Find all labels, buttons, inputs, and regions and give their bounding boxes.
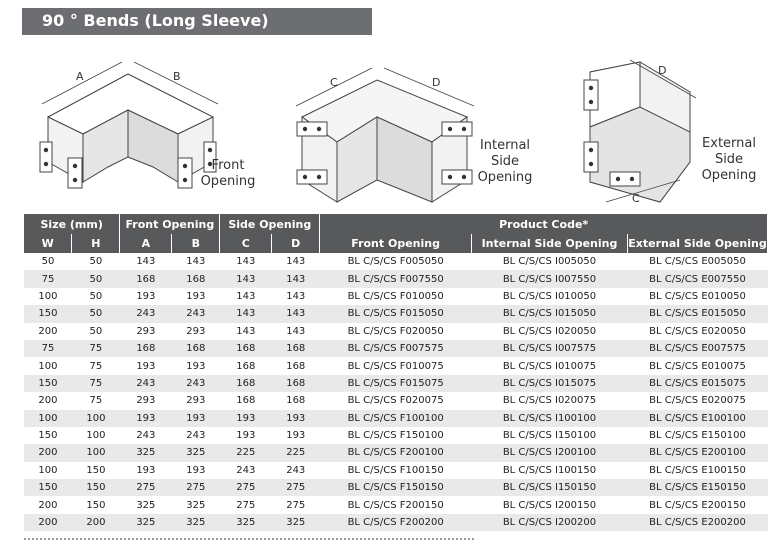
internal-label-d: D	[432, 76, 441, 89]
table-cell: BL C/S/CS E200200	[627, 514, 767, 531]
table-cell: 200	[72, 514, 120, 531]
table-cell: 325	[172, 496, 220, 513]
table-cell: BL C/S/CS I100100	[472, 410, 628, 427]
table-cell: 150	[72, 479, 120, 496]
table-row	[24, 375, 768, 392]
table-cell: 50	[72, 305, 120, 322]
col-header-h: H	[72, 234, 120, 253]
table-row	[24, 323, 768, 340]
table-cell: 200	[24, 444, 72, 461]
table-cell: 325	[120, 496, 172, 513]
table-cell: BL C/S/CS E100150	[627, 462, 767, 479]
table-cell: 193	[220, 410, 272, 427]
table-cell: BL C/S/CS F200200	[320, 514, 472, 531]
table-cell: 168	[220, 375, 272, 392]
table-cell: 50	[72, 270, 120, 287]
table-cell: BL C/S/CS F100150	[320, 462, 472, 479]
table-cell: 275	[120, 479, 172, 496]
table-cell: 50	[72, 323, 120, 340]
table-cell: BL C/S/CS E200100	[627, 444, 767, 461]
table-cell: BL C/S/CS E007575	[627, 340, 767, 357]
table-cell: BL C/S/CS I007575	[472, 340, 628, 357]
table-cell: 150	[24, 375, 72, 392]
internal-opening-diagram	[292, 62, 482, 212]
external-caption: External Side Opening	[701, 136, 757, 183]
table-cell: 50	[24, 253, 72, 270]
table-cell: 275	[272, 496, 320, 513]
table-cell: BL C/S/CS I015075	[472, 375, 628, 392]
table-body	[24, 253, 768, 531]
table-cell: 193	[120, 410, 172, 427]
table-cell: 293	[172, 323, 220, 340]
table-cell: 143	[220, 323, 272, 340]
table-row	[24, 288, 768, 305]
col-header-external-code: External Side Opening	[627, 234, 767, 253]
table-cell: 100	[24, 462, 72, 479]
table-row	[24, 253, 768, 270]
table-cell: BL C/S/CS I010050	[472, 288, 628, 305]
table-cell: BL C/S/CS E200150	[627, 496, 767, 513]
table-cell: 168	[172, 270, 220, 287]
table-cell: 100	[72, 427, 120, 444]
table-cell: 325	[272, 514, 320, 531]
table-cell: BL C/S/CS I150150	[472, 479, 628, 496]
table-cell: 200	[24, 323, 72, 340]
table-cell: 193	[172, 410, 220, 427]
table-cell: 100	[72, 444, 120, 461]
table-cell: BL C/S/CS E010050	[627, 288, 767, 305]
table-cell: BL C/S/CS I150100	[472, 427, 628, 444]
table-cell: 193	[172, 288, 220, 305]
table-cell: 168	[220, 340, 272, 357]
table-cell: 150	[24, 305, 72, 322]
table-cell: 100	[24, 357, 72, 374]
table-row	[24, 496, 768, 513]
table-cell: 243	[220, 462, 272, 479]
table-cell: BL C/S/CS F150100	[320, 427, 472, 444]
table-cell: BL C/S/CS E020075	[627, 392, 767, 409]
table-cell: BL C/S/CS F015050	[320, 305, 472, 322]
table-cell: 168	[272, 375, 320, 392]
table-row	[24, 444, 768, 461]
table-cell: 150	[24, 427, 72, 444]
table-cell: BL C/S/CS E150100	[627, 427, 767, 444]
table-cell: 193	[120, 288, 172, 305]
table-cell: BL C/S/CS E020050	[627, 323, 767, 340]
table-cell: 243	[172, 375, 220, 392]
table-cell: BL C/S/CS I005050	[472, 253, 628, 270]
internal-caption: Internal Side Opening	[477, 138, 533, 185]
external-label-c: C	[632, 192, 640, 205]
table-cell: 100	[72, 410, 120, 427]
bend-spec-table	[24, 214, 768, 531]
table-cell: 75	[24, 270, 72, 287]
table-cell: 75	[72, 340, 120, 357]
table-cell: BL C/S/CS I200200	[472, 514, 628, 531]
col-header-a: A	[120, 234, 172, 253]
table-cell: 243	[172, 427, 220, 444]
table-cell: 168	[272, 340, 320, 357]
table-cell: 325	[220, 514, 272, 531]
table-cell: 168	[172, 340, 220, 357]
table-cell: 75	[72, 357, 120, 374]
table-cell: 200	[24, 514, 72, 531]
page-title: 90 ° Bends (Long Sleeve)	[42, 11, 269, 30]
front-label-b: B	[173, 70, 181, 83]
table-cell: 143	[120, 253, 172, 270]
table-cell: 168	[120, 270, 172, 287]
table-cell: BL C/S/CS F015075	[320, 375, 472, 392]
table-cell: 143	[220, 305, 272, 322]
table-row	[24, 270, 768, 287]
col-header-d: D	[272, 234, 320, 253]
table-cell: 243	[120, 305, 172, 322]
table-cell: BL C/S/CS F200150	[320, 496, 472, 513]
table-cell: 143	[272, 305, 320, 322]
table-cell: BL C/S/CS F005050	[320, 253, 472, 270]
table-cell: 143	[272, 253, 320, 270]
table-cell: 143	[272, 270, 320, 287]
table-cell: 243	[120, 375, 172, 392]
table-cell: 275	[220, 496, 272, 513]
table-cell: 293	[172, 392, 220, 409]
external-label-d: D	[658, 64, 667, 77]
table-cell: 143	[220, 270, 272, 287]
table-cell: 50	[72, 253, 120, 270]
table-cell: 225	[220, 444, 272, 461]
table-cell: BL C/S/CS I200100	[472, 444, 628, 461]
table-cell: 168	[272, 392, 320, 409]
group-header-size: Size (mm)	[24, 214, 120, 234]
table-cell: 193	[272, 410, 320, 427]
table-row	[24, 462, 768, 479]
table-cell: BL C/S/CS E150150	[627, 479, 767, 496]
table-cell: 100	[24, 410, 72, 427]
table-cell: BL C/S/CS F007550	[320, 270, 472, 287]
table-cell: BL C/S/CS E015050	[627, 305, 767, 322]
table-cell: BL C/S/CS F010075	[320, 357, 472, 374]
table-cell: 225	[272, 444, 320, 461]
table-cell: BL C/S/CS F150150	[320, 479, 472, 496]
table-cell: BL C/S/CS I200150	[472, 496, 628, 513]
table-cell: 243	[172, 305, 220, 322]
table-cell: BL C/S/CS F010050	[320, 288, 472, 305]
table-cell: BL C/S/CS E010075	[627, 357, 767, 374]
table-cell: BL C/S/CS I010075	[472, 357, 628, 374]
group-header-product: Product Code*	[320, 214, 768, 234]
table-cell: BL C/S/CS F020075	[320, 392, 472, 409]
table-cell: 168	[220, 392, 272, 409]
title-bar	[22, 8, 372, 35]
table-cell: BL C/S/CS E007550	[627, 270, 767, 287]
table-cell: BL C/S/CS I015050	[472, 305, 628, 322]
table-cell: BL C/S/CS F200100	[320, 444, 472, 461]
table-cell: BL C/S/CS E100100	[627, 410, 767, 427]
table-cell: 143	[272, 288, 320, 305]
table-cell: BL C/S/CS I020050	[472, 323, 628, 340]
table-cell: 293	[120, 323, 172, 340]
external-opening-diagram	[570, 52, 700, 212]
table-cell: BL C/S/CS F020050	[320, 323, 472, 340]
group-header-side: Side Opening	[220, 214, 320, 234]
table-cell: 325	[172, 444, 220, 461]
table-cell: BL C/S/CS I007550	[472, 270, 628, 287]
table-cell: BL C/S/CS E005050	[627, 253, 767, 270]
table-cell: 325	[120, 514, 172, 531]
table-cell: 150	[72, 462, 120, 479]
table-cell: 100	[24, 288, 72, 305]
table-cell: 193	[272, 427, 320, 444]
table-cell: BL C/S/CS I020075	[472, 392, 628, 409]
table-row	[24, 427, 768, 444]
table-row	[24, 392, 768, 409]
table-cell: 325	[172, 514, 220, 531]
table-row	[24, 305, 768, 322]
col-header-w: W	[24, 234, 72, 253]
col-header-c: C	[220, 234, 272, 253]
table-cell: 275	[220, 479, 272, 496]
table-cell: BL C/S/CS I100150	[472, 462, 628, 479]
table-cell: 193	[120, 357, 172, 374]
table-cell: 143	[220, 288, 272, 305]
table-cell: 168	[272, 357, 320, 374]
table-cell: BL C/S/CS F007575	[320, 340, 472, 357]
table-cell: 275	[172, 479, 220, 496]
table-cell: 193	[220, 427, 272, 444]
table-cell: 75	[72, 375, 120, 392]
col-header-b: B	[172, 234, 220, 253]
table-cell: BL C/S/CS F100100	[320, 410, 472, 427]
table-cell: 168	[220, 357, 272, 374]
table-cell: 193	[172, 462, 220, 479]
table-row	[24, 410, 768, 427]
table-cell: 193	[172, 357, 220, 374]
table-cell: 75	[24, 340, 72, 357]
front-caption: Front Opening	[200, 158, 256, 189]
group-header-front: Front Opening	[120, 214, 220, 234]
table-row	[24, 514, 768, 531]
table-cell: 150	[24, 479, 72, 496]
table-row	[24, 340, 768, 357]
table-cell: 143	[272, 323, 320, 340]
table-cell: 275	[272, 479, 320, 496]
table-cell: 200	[24, 392, 72, 409]
internal-label-c: C	[330, 76, 338, 89]
table-cell: 325	[120, 444, 172, 461]
table-cell: 143	[172, 253, 220, 270]
col-header-front-code: Front Opening	[320, 234, 472, 253]
table-cell: 50	[72, 288, 120, 305]
table-cell: 243	[120, 427, 172, 444]
table-cell: 243	[272, 462, 320, 479]
table-cell: 193	[120, 462, 172, 479]
table-cell: 75	[72, 392, 120, 409]
footnote-rule	[24, 538, 474, 544]
table-row	[24, 357, 768, 374]
table-cell: 168	[120, 340, 172, 357]
col-header-internal-code: Internal Side Opening	[472, 234, 628, 253]
diagram-strip	[0, 40, 768, 210]
table-cell: 150	[72, 496, 120, 513]
table-cell: 143	[220, 253, 272, 270]
table-cell: 293	[120, 392, 172, 409]
front-label-a: A	[76, 70, 84, 83]
table-cell: BL C/S/CS E015075	[627, 375, 767, 392]
table-row	[24, 479, 768, 496]
table-cell: 200	[24, 496, 72, 513]
